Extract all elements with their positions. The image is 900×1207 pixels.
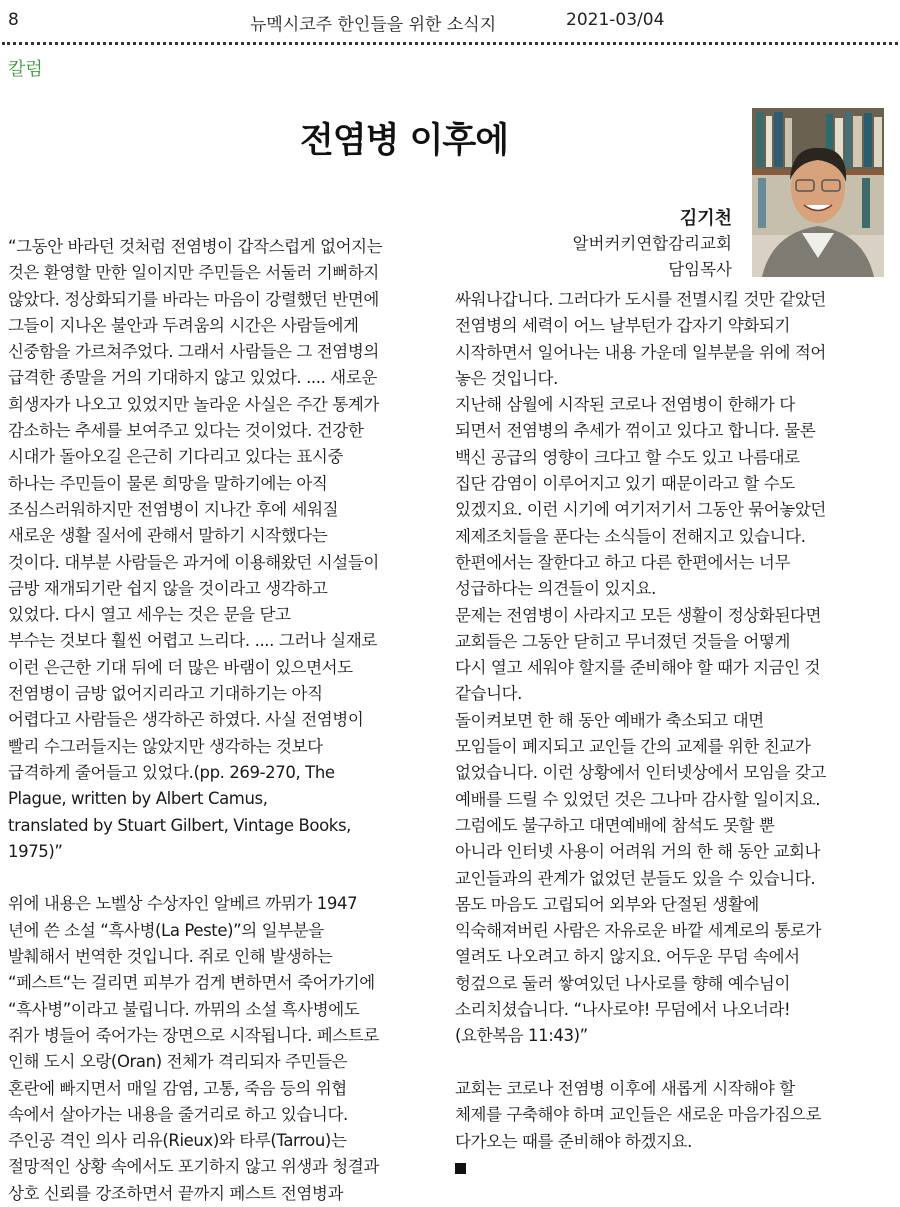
author-role: 담임목사	[668, 260, 732, 279]
author-photo	[752, 108, 884, 277]
article-body-right-column	[455, 287, 826, 1178]
article-text-line: 체제를 구축해야 하며 교인들은 새로운 마음가짐으로	[455, 1105, 822, 1125]
article-text-line: 감소하는 추세를 보여주고 있다는 것이었다. 건강한	[8, 421, 364, 441]
article-text-line: 되면서 전염병의 추세가 꺾이고 있다고 합니다. 물론	[455, 421, 816, 441]
article-text-line: 것은 환영할 만한 일이지만 주민들은 서둘러 기뻐하지	[8, 263, 379, 283]
article-text-line: 아니라 인터넷 사용이 어려워 거의 한 해 동안 교회나	[455, 842, 821, 862]
article-text-line: “페스트“는 걸리면 피부가 검게 변하면서 죽어가기에	[8, 973, 375, 993]
article-text-line: 이런 은근한 기대 뒤에 더 많은 바램이 있으면서도	[8, 657, 353, 677]
end-of-article-mark	[455, 1163, 466, 1174]
article-text-line: 신중함을 가르쳐주었다. 그래서 사람들은 그 전염병의	[8, 342, 379, 362]
article-text-line: 헝겊으로 둘러 쌓여있던 나사로를 향해 예수님이	[455, 973, 791, 993]
article-text-line: 교회들은 그동안 닫히고 무너졌던 것들을 어떻게	[455, 631, 791, 651]
header-divider	[2, 42, 898, 45]
article-text-line: 그럼에도 불구하고 대면예배에 참석도 못할 뿐	[455, 815, 775, 835]
article-text-line: Plague, written by Albert Camus,	[8, 789, 268, 809]
article-text-line: 있었다. 다시 열고 세우는 것은 문을 닫고	[8, 605, 291, 625]
section-label: 칼럼	[8, 59, 43, 80]
article-text-line: translated by Stuart Gilbert, Vintage Books,	[8, 815, 351, 835]
article-text-line: 쥐가 병들어 죽어가는 장면으로 시작됩니다. 페스트로	[8, 1025, 379, 1045]
article-text-line: 급격하게 줄어들고 있었다.(pp. 269-270, The	[8, 762, 335, 782]
article-text-line: 전염병이 금방 없어지리라고 기대하기는 아직	[8, 684, 323, 704]
article-text-line: “그동안 바라던 것처럼 전염병이 갑작스럽게 없어지는	[8, 237, 383, 256]
article-text-line: 다가오는 때를 준비해야 하겠지요.	[455, 1131, 692, 1151]
article-text-line: 절망적인 상황 속에서도 포기하지 않고 위생과 청결과	[8, 1157, 379, 1177]
article-text-line: 어렵다고 사람들은 생각하곤 하였다. 사실 전염병이	[8, 710, 364, 730]
article-text-line: 교회는 코로나 전염병 이후에 새롭게 시작해야 할	[455, 1078, 795, 1098]
article-text-line: 성급하다는 의견들이 있지요.	[455, 579, 657, 599]
article-text-line: 집단 감염이 이루어지고 있기 때문이라고 할 수도	[455, 474, 795, 494]
article-text-line: 모임들이 폐지되고 교인들 간의 교제를 위한 친교가	[455, 737, 811, 757]
author-name: 김기천	[679, 208, 732, 229]
article-text-line: 한편에서는 잘한다고 하고 다른 한편에서는 너무	[455, 552, 791, 572]
article-text-line: 상호 신뢰를 강조하면서 끝까지 페스트 전염병과	[8, 1183, 344, 1203]
article-text-line: (요한복음 11:43)”	[455, 1026, 588, 1046]
article-text-line: 있겠지요. 이런 시기에 여기저기서 그동안 묶어놓았던	[455, 500, 826, 520]
paragraph-gap	[8, 865, 382, 891]
article-text-line: 않았다. 정상화되기를 바라는 마음이 강렬했던 반면에	[8, 289, 379, 309]
article-text-line: 그들이 지나온 불안과 두려움의 시간은 사람들에게	[8, 315, 359, 335]
article-text-line: 년에 쓴 소설 “흑사병(La Peste)”의 일부분을	[8, 920, 324, 940]
article-text-line: 소리치셨습니다. “나사로야! 무덤에서 나오너라!	[455, 1000, 791, 1020]
article-text-line: 몸도 마음도 고립되어 외부와 단절된 생활에	[455, 894, 759, 914]
paragraph-gap	[455, 1050, 826, 1076]
article-text-line: 다시 열고 세워야 할지를 준비해야 할 때가 지금인 것	[455, 658, 821, 678]
article-text-line: 속에서 살아가는 내용을 줄거리로 하고 있습니다.	[8, 1104, 348, 1124]
article-text-line: 금방 재개되기란 쉽지 않을 것이라고 생각하고	[8, 578, 328, 598]
article-text-line: 제제조치들을 푼다는 소식들이 전해지고 있습니다.	[455, 526, 806, 546]
end-mark-line	[455, 1155, 826, 1178]
article-text-line: 문제는 전염병이 사라지고 모든 생활이 정상화된다면	[455, 605, 822, 625]
article-text-line: 시작하면서 일어나는 내용 가운데 일부분을 위에 적어	[455, 342, 826, 362]
article-text-line: 위에 내용은 노벨상 수상자인 알베르 까뮈가 1947	[8, 894, 358, 914]
article-text-line: 발췌해서 번역한 것입니다. 쥐로 인해 발생하는	[8, 947, 333, 967]
article-text-line: 지난해 삼월에 시작된 코로나 전염병이 한해가 다	[455, 395, 795, 415]
article-text-line: 급격한 종말을 거의 기대하지 않고 있었다. .... 새로운	[8, 368, 377, 388]
article-text-line: 익숙해져버린 사람은 자유로운 바깥 세계로의 통로가	[455, 921, 822, 941]
article-text-line: 백신 공급의 영향이 크다고 할 수도 있고 나름대로	[455, 447, 800, 467]
article-text-line: 시대가 돌아오길 은근히 기다리고 있다는 표시중	[8, 447, 344, 467]
article-text-line: 1975)”	[8, 841, 63, 861]
page-number: 8	[8, 10, 19, 30]
author-church: 알버커키연합감리교회	[572, 234, 732, 253]
article-text-line: 열려도 나오려고 하지 않지요. 어두운 무덤 속에서	[455, 947, 800, 967]
article-text-line: 빨리 수그러들지는 않았지만 생각하는 것보다	[8, 736, 323, 756]
article-title: 전염병 이후에	[300, 121, 509, 161]
article-body-left-column	[8, 234, 382, 1207]
article-text-line: 교인들과의 관계가 없었던 분들도 있을 수 있습니다.	[455, 868, 816, 888]
article-text-line: “흑사병”이라고 불립니다. 까뮈의 소설 흑사병에도	[8, 999, 360, 1019]
article-text-line: 돌이켜보면 한 해 동안 예배가 축소되고 대면	[455, 710, 764, 730]
article-text-line: 부수는 것보다 훨씬 어렵고 느리다. .... 그러나 실재로	[8, 631, 377, 651]
article-text-line: 전염병의 세력이 어느 날부턴가 갑자기 약화되기	[455, 316, 791, 336]
article-text-line: 놓은 것입니다.	[455, 368, 558, 388]
article-text-line: 희생자가 나오고 있었지만 놀라운 사실은 주간 통계가	[8, 394, 379, 414]
publication-name: 뉴멕시코주 한인들을 위한 소식지	[250, 15, 497, 35]
article-text-line: 같습니다.	[455, 684, 523, 704]
issue-date: 2021-03/04	[566, 10, 665, 30]
article-text-line: 싸워나갑니다. 그러다가 도시를 전멸시킬 것만 같았던	[455, 290, 826, 309]
article-text-line: 새로운 생활 질서에 관해서 말하기 시작했다는	[8, 526, 328, 546]
article-text-line: 주인공 격인 의사 리유(Rieux)와 타루(Tarrou)는	[8, 1131, 347, 1151]
article-text-line: 예배를 드릴 수 있었던 것은 그나마 감사할 일이지요.	[455, 789, 821, 809]
article-text-line: 조심스러워하지만 전염병이 지나간 후에 세워질	[8, 499, 339, 519]
article-text-line: 혼란에 빠지면서 매일 감염, 고통, 죽음 등의 위협	[8, 1078, 347, 1098]
article-text-line: 없었습니다. 이런 상황에서 인터넷상에서 모임을 갖고	[455, 763, 826, 783]
article-text-line: 하나는 주민들이 물론 희망을 말하기에는 아직	[8, 473, 328, 493]
article-text-line: 인해 도시 오랑(Oran) 전체가 격리되자 주민들은	[8, 1052, 348, 1072]
article-text-line: 것이다. 대부분 사람들은 과거에 이용해왔던 시설들이	[8, 552, 379, 572]
